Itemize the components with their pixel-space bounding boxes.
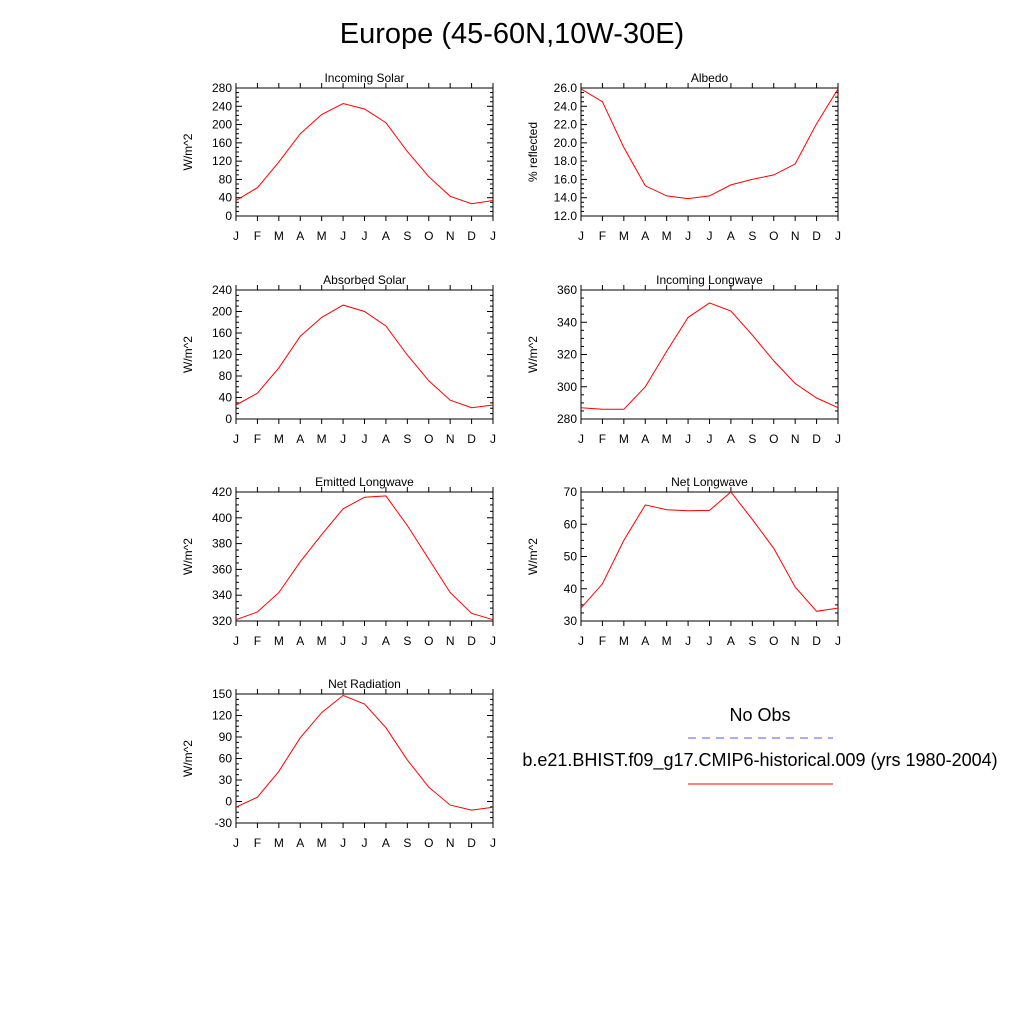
plot-frame bbox=[581, 290, 838, 419]
x-tick-label: J bbox=[233, 229, 239, 243]
x-tick-label: J bbox=[340, 634, 347, 648]
y-tick-label: 30 bbox=[218, 773, 232, 787]
y-tick-label: 18.0 bbox=[553, 154, 577, 169]
x-tick-label: M bbox=[316, 229, 327, 243]
x-tick-label: J bbox=[490, 634, 496, 648]
x-tick-label: J bbox=[835, 634, 841, 648]
y-tick-label: 150 bbox=[211, 687, 232, 701]
x-tick-label: S bbox=[403, 229, 412, 243]
y-tick-label: 420 bbox=[211, 485, 232, 499]
x-tick-label: J bbox=[685, 634, 692, 648]
chart-title: Net Radiation bbox=[328, 677, 401, 691]
y-tick-label: 340 bbox=[556, 315, 577, 330]
x-tick-label: F bbox=[253, 836, 262, 850]
y-tick-label: 24.0 bbox=[553, 99, 577, 114]
y-tick-label: 20.0 bbox=[553, 135, 577, 150]
x-tick-label: A bbox=[726, 432, 735, 446]
y-tick-label: 200 bbox=[211, 304, 232, 319]
x-tick-label: M bbox=[618, 432, 629, 446]
x-tick-label: J bbox=[578, 634, 584, 648]
y-tick-label: 360 bbox=[556, 283, 577, 297]
x-tick-label: M bbox=[273, 634, 284, 648]
chart-title: Incoming Solar bbox=[324, 71, 405, 85]
x-tick-label: O bbox=[424, 432, 434, 446]
x-tick-label: J bbox=[706, 634, 713, 648]
x-tick-label: A bbox=[381, 229, 390, 243]
y-tick-label: 240 bbox=[211, 99, 232, 114]
y-tick-label: 320 bbox=[211, 614, 232, 628]
y-tick-label: 240 bbox=[211, 283, 232, 297]
chart-title: Albedo bbox=[690, 71, 729, 85]
x-tick-label: O bbox=[769, 432, 779, 446]
x-tick-label: M bbox=[661, 432, 672, 446]
x-tick-label: N bbox=[445, 836, 455, 850]
y-tick-label: 40 bbox=[218, 390, 232, 405]
x-tick-label: M bbox=[618, 634, 629, 648]
y-tick-label: 40 bbox=[218, 190, 232, 205]
x-tick-label: A bbox=[296, 836, 305, 850]
y-tick-label: 90 bbox=[218, 730, 232, 744]
x-tick-label: J bbox=[835, 229, 841, 243]
x-tick-label: M bbox=[316, 634, 327, 648]
chart-panel-5 bbox=[181, 475, 496, 648]
y-axis-label: W/m^2 bbox=[526, 336, 540, 373]
x-tick-label: M bbox=[316, 432, 327, 446]
x-tick-label: A bbox=[296, 229, 305, 243]
x-tick-label: J bbox=[361, 634, 368, 648]
x-tick-label: J bbox=[340, 432, 347, 446]
x-tick-label: J bbox=[233, 836, 239, 850]
y-tick-label: 400 bbox=[211, 510, 232, 525]
x-tick-label: J bbox=[490, 229, 496, 243]
page-title: Europe (45-60N,10W-30E) bbox=[339, 18, 685, 50]
y-axis-label: W/m^2 bbox=[181, 740, 195, 777]
y-tick-label: 320 bbox=[556, 347, 577, 362]
y-tick-label: 80 bbox=[218, 369, 232, 383]
x-tick-label: D bbox=[812, 229, 821, 243]
x-tick-label: N bbox=[790, 634, 800, 648]
y-tick-label: 120 bbox=[211, 154, 232, 169]
y-tick-label: 12.0 bbox=[553, 209, 577, 223]
y-tick-label: -30 bbox=[214, 816, 232, 830]
x-tick-label: J bbox=[340, 836, 347, 850]
chart-title: Net Longwave bbox=[671, 475, 748, 489]
x-tick-label: O bbox=[769, 229, 779, 243]
chart-panel-1 bbox=[181, 71, 496, 243]
x-tick-label: F bbox=[253, 432, 262, 446]
x-tick-label: J bbox=[361, 836, 368, 850]
x-tick-label: J bbox=[233, 432, 239, 446]
series-line bbox=[581, 303, 838, 409]
y-tick-label: 50 bbox=[563, 549, 577, 564]
x-tick-label: O bbox=[769, 634, 779, 648]
x-tick-label: S bbox=[403, 634, 412, 648]
y-tick-label: 16.0 bbox=[553, 172, 577, 187]
x-tick-label: J bbox=[361, 229, 368, 243]
legend-obs-label: No Obs bbox=[729, 705, 791, 725]
plot-frame bbox=[236, 290, 493, 419]
y-tick-label: 22.0 bbox=[553, 117, 577, 132]
y-tick-label: 0 bbox=[225, 412, 232, 426]
x-tick-label: A bbox=[641, 432, 650, 446]
x-tick-label: D bbox=[467, 836, 476, 850]
series-line bbox=[581, 89, 838, 199]
x-tick-label: A bbox=[381, 634, 390, 648]
x-tick-label: S bbox=[748, 634, 757, 648]
x-tick-label: F bbox=[598, 229, 607, 243]
x-tick-label: M bbox=[661, 229, 672, 243]
y-tick-label: 120 bbox=[211, 708, 232, 723]
y-tick-label: 14.0 bbox=[553, 190, 577, 205]
x-tick-label: M bbox=[618, 229, 629, 243]
x-tick-label: N bbox=[790, 229, 800, 243]
chart-panel-4 bbox=[526, 273, 841, 446]
y-tick-label: 280 bbox=[211, 81, 232, 95]
x-tick-label: J bbox=[685, 432, 692, 446]
chart-panel-6 bbox=[526, 475, 841, 648]
x-tick-label: J bbox=[490, 836, 496, 850]
x-tick-label: F bbox=[253, 229, 262, 243]
chart-panel-2 bbox=[526, 71, 841, 243]
x-tick-label: S bbox=[403, 432, 412, 446]
y-axis-label: W/m^2 bbox=[181, 133, 195, 171]
legend-model-label: b.e21.BHIST.f09_g17.CMIP6-historical.009 (yrs 1980-2004) bbox=[522, 750, 998, 770]
y-tick-label: 200 bbox=[211, 117, 232, 132]
plot-frame bbox=[236, 88, 493, 216]
plot-frame bbox=[581, 88, 838, 216]
chart-panel-3 bbox=[181, 273, 496, 446]
x-tick-label: A bbox=[381, 836, 390, 850]
y-tick-label: 160 bbox=[211, 326, 232, 340]
x-tick-label: A bbox=[296, 634, 305, 648]
y-tick-label: 0 bbox=[225, 209, 232, 223]
chart-title: Absorbed Solar bbox=[323, 273, 406, 287]
y-tick-label: 26.0 bbox=[553, 81, 577, 95]
series-line bbox=[236, 496, 493, 620]
plot-frame bbox=[581, 492, 838, 621]
x-tick-label: D bbox=[812, 634, 821, 648]
x-tick-label: M bbox=[316, 836, 327, 850]
chart-panel-7 bbox=[181, 677, 496, 850]
x-tick-label: J bbox=[685, 229, 692, 243]
x-tick-label: N bbox=[790, 432, 800, 446]
series-line bbox=[581, 492, 838, 611]
x-tick-label: O bbox=[424, 836, 434, 850]
x-tick-label: D bbox=[467, 229, 476, 243]
x-tick-label: A bbox=[381, 432, 390, 446]
x-tick-label: D bbox=[812, 432, 821, 446]
series-line bbox=[236, 305, 493, 408]
x-tick-label: J bbox=[233, 634, 239, 648]
x-tick-label: N bbox=[445, 634, 455, 648]
series-line bbox=[236, 104, 493, 204]
y-tick-label: 80 bbox=[218, 172, 232, 187]
x-tick-label: F bbox=[598, 634, 607, 648]
y-tick-label: 0 bbox=[225, 794, 232, 809]
plot-frame bbox=[236, 694, 493, 823]
y-tick-label: 160 bbox=[211, 135, 232, 150]
x-tick-label: F bbox=[598, 432, 607, 446]
x-tick-label: J bbox=[340, 229, 347, 243]
x-tick-label: F bbox=[253, 634, 262, 648]
x-tick-label: A bbox=[641, 634, 650, 648]
x-tick-label: J bbox=[706, 432, 713, 446]
y-tick-label: 60 bbox=[218, 751, 232, 766]
y-axis-label: W/m^2 bbox=[181, 538, 195, 575]
y-tick-label: 300 bbox=[556, 379, 577, 394]
y-tick-label: 30 bbox=[563, 614, 577, 628]
x-tick-label: D bbox=[467, 432, 476, 446]
y-tick-label: 60 bbox=[563, 517, 577, 532]
y-axis-label: W/m^2 bbox=[181, 336, 195, 373]
x-tick-label: N bbox=[445, 432, 455, 446]
x-tick-label: S bbox=[748, 229, 757, 243]
x-tick-label: N bbox=[445, 229, 455, 243]
x-tick-label: M bbox=[661, 634, 672, 648]
chart-title: Incoming Longwave bbox=[656, 273, 763, 287]
y-axis-label: W/m^2 bbox=[526, 538, 540, 575]
x-tick-label: O bbox=[424, 229, 434, 243]
y-tick-label: 340 bbox=[211, 588, 232, 603]
y-tick-label: 40 bbox=[563, 581, 577, 596]
x-tick-label: S bbox=[748, 432, 757, 446]
y-tick-label: 70 bbox=[563, 485, 577, 499]
x-tick-label: M bbox=[273, 229, 284, 243]
x-tick-label: A bbox=[726, 634, 735, 648]
y-tick-label: 360 bbox=[211, 562, 232, 577]
y-tick-label: 120 bbox=[211, 347, 232, 362]
x-tick-label: A bbox=[726, 229, 735, 243]
x-tick-label: J bbox=[361, 432, 368, 446]
y-tick-label: 280 bbox=[556, 412, 577, 426]
x-tick-label: A bbox=[641, 229, 650, 243]
x-tick-label: J bbox=[578, 432, 584, 446]
x-tick-label: S bbox=[403, 836, 412, 850]
x-tick-label: D bbox=[467, 634, 476, 648]
x-tick-label: A bbox=[296, 432, 305, 446]
plot-frame bbox=[236, 492, 493, 621]
x-tick-label: M bbox=[273, 836, 284, 850]
x-tick-label: J bbox=[490, 432, 496, 446]
x-tick-label: J bbox=[835, 432, 841, 446]
y-axis-label: % reflected bbox=[526, 121, 540, 183]
x-tick-label: O bbox=[424, 634, 434, 648]
x-tick-label: M bbox=[273, 432, 284, 446]
series-line bbox=[236, 695, 493, 810]
x-tick-label: J bbox=[706, 229, 713, 243]
x-tick-label: J bbox=[578, 229, 584, 243]
y-tick-label: 380 bbox=[211, 536, 232, 551]
chart-title: Emitted Longwave bbox=[315, 475, 414, 489]
